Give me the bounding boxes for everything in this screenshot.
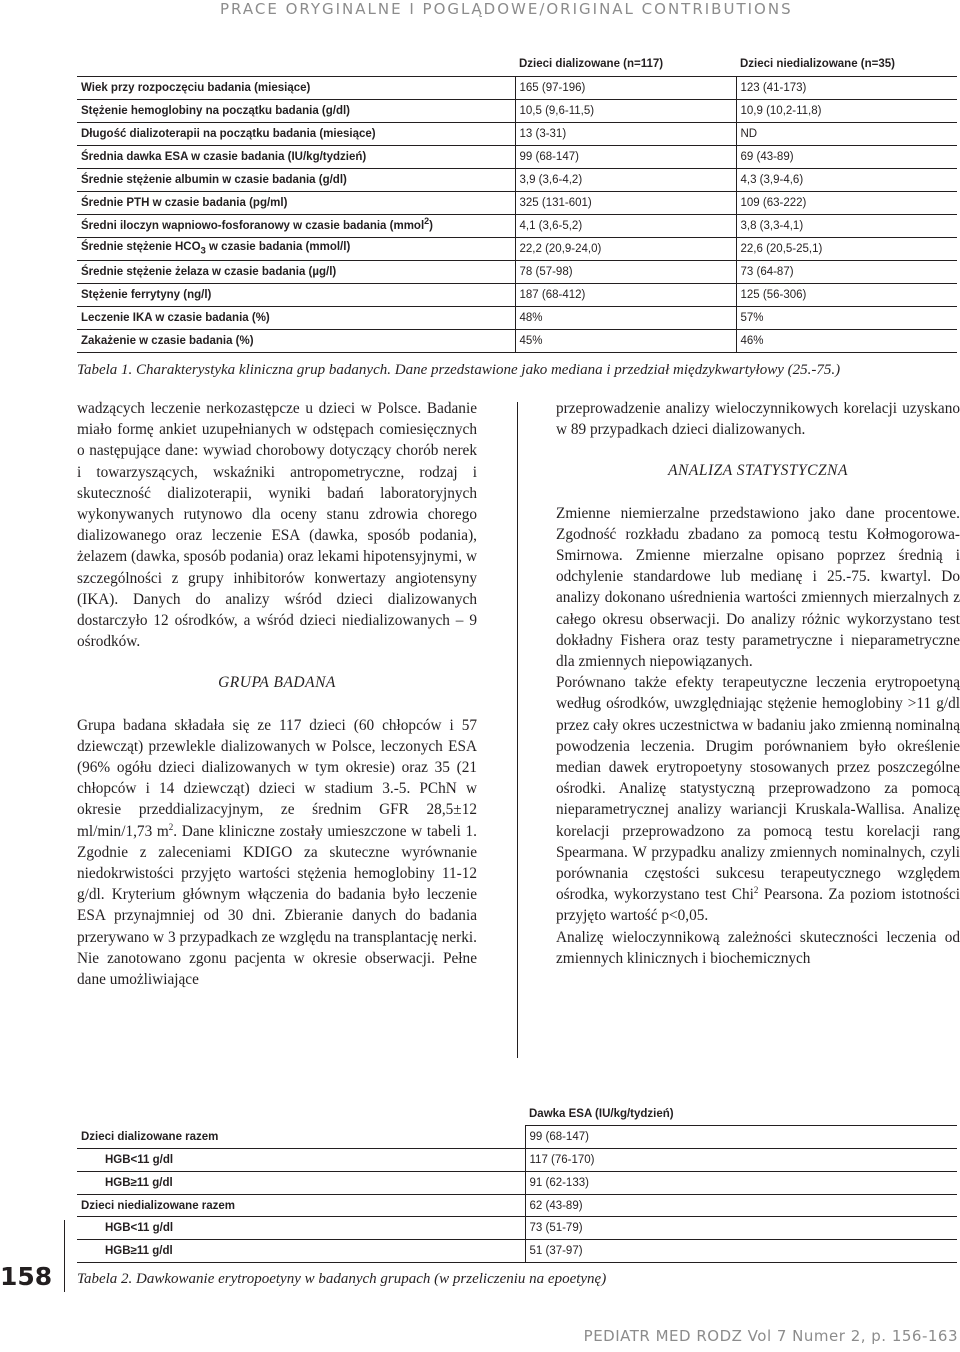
- running-header: PRACE ORYGINALNE I POGLĄDOWE/ORIGINAL CONTRIBUTIONS: [220, 0, 793, 18]
- row-label: Średnie stężenie $HCO_3$ w czasie badania (mmol/l): [77, 237, 515, 260]
- row-label: Leczenie IKA w czasie badania (%): [77, 306, 515, 329]
- table-row: [77, 99, 957, 122]
- table-row: [77, 214, 957, 237]
- esa-dose-table: [77, 1103, 957, 1263]
- row-label: Średnie stężenie albumin w czasie badania (g/dl): [77, 168, 515, 191]
- methods-paragraph: wadzących leczenie nerkozastępcze u dzieci w Polsce. Badanie miało formę ankiet uzupełnianych w odstępach comiesięcznych o następujące dane: wywiad chorobowy dotyczący chorób nerek i towarzyszących, wskaźniki antropometryczne, rodzaj i skuteczność dializoterapii, wyniki badań laboratoryjnych wykonywanych rutynowo dla oceny stanu zdrowia chorego dializowanego oraz leczenie ESA (dawka, sposób podania), żelazem (dawka, sposób podania) oraz lekami hipotensyjnymi, w szczególności z grupy inhibitorów konwertazy angiotensyny (IKA). Danych do analizy wśród dzieci dializowanych dostarczyło 12 ośrodków, a wśród dzieci niedializowanych – 9 ośrodków.: [77, 400, 477, 651]
- dialyzed-value: 187 (68-412): [515, 283, 736, 306]
- nondialyzed-value: 123 (41-173): [736, 76, 957, 99]
- dialyzed-value: 48%: [515, 306, 736, 329]
- nondialyzed-value: 3,8 (3,3-4,1): [736, 214, 957, 237]
- nondialyzed-value: 125 (56-306): [736, 283, 957, 306]
- table1-header-row: [77, 53, 957, 76]
- table-row: [77, 1194, 957, 1217]
- table-row: [77, 191, 957, 214]
- efficacy-paragraph: Porównano także efekty terapeutyczne leczenia erytropoetyną według ośrodków, uwzględniając stężenie hemoglobiny >11 g/dl przez cały okres uczestnictwa w badaniu jako zmienną nominalną powodzenia leczenia. Drugim porównaniem było określenie median dawek erytropoetyny stosowanych przez poszczególne ośrodki. Analizę statystyczną przeprowadzono za pomocą nieparametrycznej analizy wariancji Kruskala-Wallisa. Analizę korelacji przeprowadzono za pomocą testu korelacji rang Spearmana. W przypadku analizy zmiennych nominalnych, czyli porównania częstości sukcesu terapeutycznego względem ośrodka, wykorzystano test Chi$^2$ Pearsona. Za poziom istotności przyjęto wartość p<0,05.: [556, 674, 960, 925]
- dose-value: 99 (68-147): [525, 1126, 957, 1149]
- group-label: HGB<11 g/dl: [77, 1149, 525, 1172]
- table-row: [77, 1126, 957, 1149]
- nondialyzed-value: 109 (63-222): [736, 191, 957, 214]
- row-label: Średnie stężenie żelaza w czasie badania (µg/l): [77, 260, 515, 283]
- nondialyzed-value: 22,6 (20,5-25,1): [736, 237, 957, 260]
- table-row: [77, 145, 957, 168]
- dose-value: 73 (51-79): [525, 1217, 957, 1240]
- dialyzed-value: 78 (57-98): [515, 260, 736, 283]
- table-row: [77, 1149, 957, 1172]
- dialyzed-value: 325 (131-601): [515, 191, 736, 214]
- dialyzed-value: 45%: [515, 329, 736, 352]
- row-label: Stężenie ferrytyny (ng/l): [77, 283, 515, 306]
- table1-caption: Tabela 1. Charakterystyka kliniczna grup badanych. Dane przedstawione jako mediana i przedział międzykwartyłowy (25.-75.): [77, 362, 841, 378]
- nondialyzed-value: 73 (64-87): [736, 260, 957, 283]
- dose-value: 91 (62-133): [525, 1171, 957, 1194]
- nondialyzed-value: 10,9 (10,2-11,8): [736, 99, 957, 122]
- section-heading-statistics: ANALIZA STATYSTYCZNA: [668, 462, 848, 480]
- nondialyzed-value: 4,3 (3,9-4,6): [736, 168, 957, 191]
- table2-header-blank: [77, 1103, 525, 1126]
- table1-header-dialyzed: Dzieci dializowane (n=117): [515, 53, 736, 76]
- clinical-characteristics-table: [77, 53, 957, 353]
- nondialyzed-value: 46%: [736, 329, 957, 352]
- analysis-intro-paragraph: przeprowadzenie analizy wieloczynnikowych korelacji uzyskano w 89 przypadkach dzieci dializowanych.: [556, 400, 960, 439]
- multivariate-paragraph: Analizę wieloczynnikową zależności skuteczności leczenia od zmiennych klinicznych i biochemicznych: [556, 928, 960, 967]
- row-label: Długość dializoterapii na początku badania (miesiące): [77, 122, 515, 145]
- table2-header-dose: Dawka ESA (IU/kg/tydzień): [525, 1103, 957, 1126]
- section-heading-study-group: GRUPA BADANA: [218, 674, 336, 692]
- dialyzed-value: 4,1 (3,6-5,2): [515, 214, 736, 237]
- table1-header-label: [77, 53, 515, 76]
- table-row: [77, 1217, 957, 1240]
- group-label: HGB<11 g/dl: [77, 1217, 525, 1240]
- table-row: [77, 260, 957, 283]
- right-column: [556, 398, 960, 969]
- dialyzed-value: 22,2 (20,9-24,0): [515, 237, 736, 260]
- table-row: [77, 306, 957, 329]
- table-row: [77, 76, 957, 99]
- dose-value: 51 (37-97): [525, 1240, 957, 1263]
- table-row: [77, 1171, 957, 1194]
- group-label: HGB≥11 g/dl: [77, 1171, 525, 1194]
- table2-header-row: [77, 1103, 957, 1126]
- column-divider: [517, 402, 518, 1058]
- row-label: Średnie PTH w czasie badania (pg/ml): [77, 191, 515, 214]
- row-label: Średnia dawka ESA w czasie badania (IU/kg/tydzień): [77, 145, 515, 168]
- nondialyzed-value: 69 (43-89): [736, 145, 957, 168]
- group-label: Dzieci niedializowane razem: [77, 1194, 525, 1217]
- row-label: Zakażenie w czasie badania (%): [77, 329, 515, 352]
- dialyzed-value: 3,9 (3,6-4,2): [515, 168, 736, 191]
- row-label: Średni iloczyn wapniowo-fosforanowy w czasie badania (mmol$^2$): [77, 214, 515, 237]
- nondialyzed-value: ND: [736, 122, 957, 145]
- dialyzed-value: 99 (68-147): [515, 145, 736, 168]
- table-row: [77, 1240, 957, 1263]
- group-label: Dzieci dializowane razem: [77, 1126, 525, 1149]
- nondialyzed-value: 57%: [736, 306, 957, 329]
- dialyzed-value: 10,5 (9,6-11,5): [515, 99, 736, 122]
- row-label: Wiek przy rozpoczęciu badania (miesiące): [77, 76, 515, 99]
- table-row: [77, 168, 957, 191]
- dose-value: 62 (43-89): [525, 1194, 957, 1217]
- table-row: [77, 329, 957, 352]
- group-label: HGB≥11 g/dl: [77, 1240, 525, 1263]
- dialyzed-value: 165 (97-196): [515, 76, 736, 99]
- page-number-rule: [64, 1220, 65, 1292]
- table-row: [77, 122, 957, 145]
- dialyzed-value: 13 (3-31): [515, 122, 736, 145]
- statistics-paragraph: Zmienne niemierzalne przedstawiono jako dane procentowe. Zgodność rozkładu zbadano za pomocą testu Kołmogorowa-Smirnowa. Zmienne mierzalne opisano poprzez średnią i odchylenie standardowe lub medianę i 25.-75. kwartyl. Do analizy dokonano uśrednienia wartości zmiennych mierzalnych z całego okresu obserwacji. Do analizy różnic wykorzystano test dokładny Fishera oraz testy parametryczne i nieparametryczne dla zmiennych niepowiązanych.: [556, 504, 960, 671]
- page-number: 158: [0, 1262, 53, 1291]
- left-column: [77, 398, 477, 990]
- table2-caption: Tabela 2. Dawkowanie erytropoetyny w badanych grupach (w przeliczeniu na epoetynę): [77, 1271, 607, 1287]
- table-row: [77, 237, 957, 260]
- study-group-paragraph: Grupa badana składała się ze 117 dzieci (60 chłopców i 57 dziewcząt) przewlekle dializowanych w Polsce, leczonych ESA (96% ogółu dzieci dializowanych w tym okresie) oraz 35 (21 chłopców i 14 dziewcząt) dzieci w stadium 3.-5. PChN w okresie przeddializacyjnym, ze średnim GFR 28,5±12 ml/min/1,73 $m^2$. Dane kliniczne zostały umieszczone w tabeli 1. Zgodnie z zaleceniami KDIGO za skuteczne wyrównanie niedokrwistości przyjęto wartości stężenia hemoglobiny 11-12 g/dl. Kryterium głównym włączenia do badania było leczenie ESA przynajmniej od 30 dni. Zbieranie danych do badania przerywano w 3 przypadkach ze względu na transplantację nerki. Nie zanotowano zgonu pacjenta w okresie obserwacji. Pełne dane umożliwiające: [77, 716, 477, 989]
- row-label: Stężenie hemoglobiny na początku badania (g/dl): [77, 99, 515, 122]
- table-row: [77, 283, 957, 306]
- table1-header-nondialyzed: Dzieci niedializowane (n=35): [736, 53, 957, 76]
- dose-value: 117 (76-170): [525, 1149, 957, 1172]
- journal-footer: PEDIATR MED RODZ Vol 7 Numer 2, p. 156-163: [583, 1327, 958, 1345]
